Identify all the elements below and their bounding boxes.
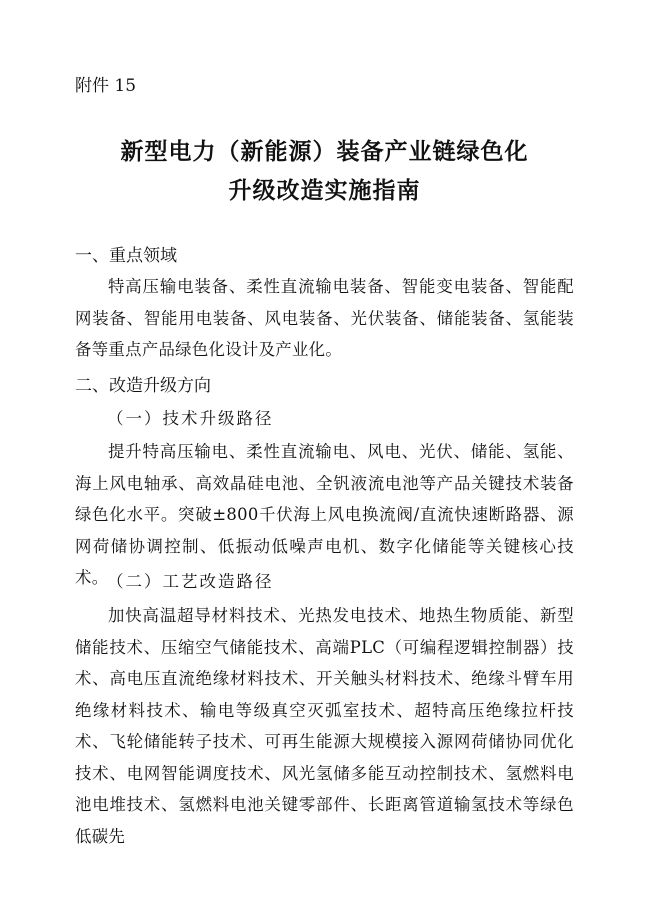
- section-2-heading: 二、改造升级方向: [75, 376, 211, 396]
- section-1-paragraph: 特高压输电装备、柔性直流输电装备、智能变电装备、智能配网装备、智能用电装备、风电装备、光伏装备、储能装备、氢能装备等重点产品绿色化设计及产业化。: [75, 277, 574, 359]
- subsection-2-heading: （二）工艺改造路径: [107, 572, 274, 591]
- attachment-label: 附件 15: [75, 76, 137, 96]
- document-title-line-1: 新型电力（新能源）装备产业链绿色化: [120, 139, 529, 165]
- subsection-1-paragraph: 提升特高压输电、柔性直流输电、风电、光伏、储能、氢能、海上风电轴承、高效晶硅电池、全钒液流电池等产品关键技术装备绿色化水平。突破±800千伏海上风电换流阀/直流快速断路器、源网荷储协调控制、低振动低噪声电机、数字化储能等关键核心技术。: [75, 442, 574, 587]
- section-1-heading: 一、重点领域: [75, 246, 177, 266]
- subsection-2-paragraph: 加快高温超导材料技术、光热发电技术、地热生物质能、新型储能技术、压缩空气储能技术、高端PLC（可编程逻辑控制器）技术、高电压直流绝缘材料技术、开关触头材料技术、绝缘斗臂车用绝缘材料技术、输电等级真空灭弧室技术、超特高压绝缘拉杆技术、飞轮储能转子技术、可再生能源大规模接入源网荷储协同优化技术、电网智能调度技术、风光氢储多能互动控制技术、氢燃料电池电堆技术、氢燃料电池关键零部件、长距离管道输氢技术等绿色低碳先: [75, 606, 574, 846]
- document-title-line-2: 升级改造实施指南: [228, 178, 421, 204]
- subsection-1-heading: （一）技术升级路径: [107, 409, 274, 428]
